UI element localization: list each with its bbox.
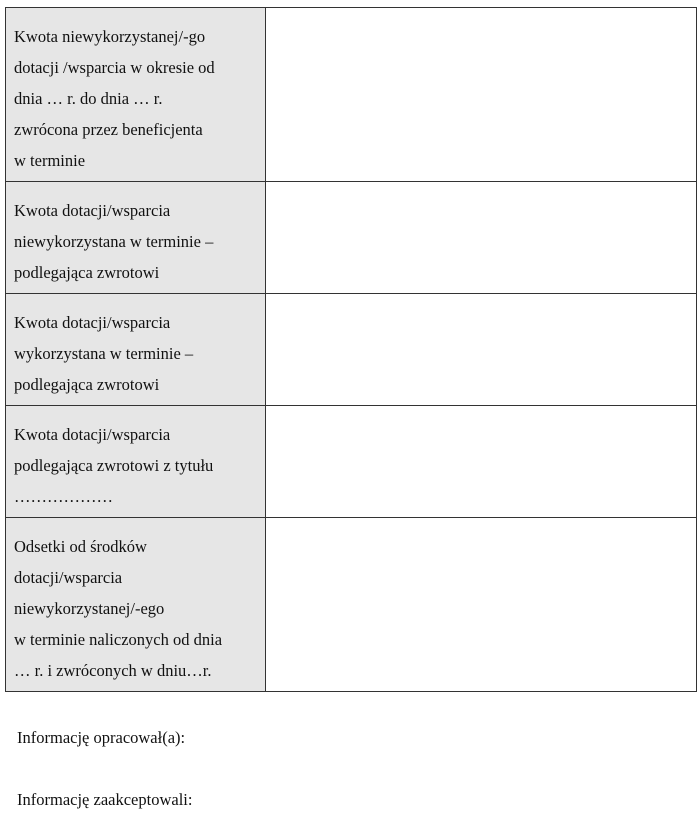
label-line: Kwota dotacji/wsparcia	[14, 425, 171, 444]
row-label	[6, 406, 266, 518]
label-line: dnia … r. do dnia … r.	[14, 89, 163, 108]
table-row	[6, 182, 697, 294]
label-line: podlegająca zwrotowi z tytułu	[14, 456, 214, 475]
label-line: w terminie naliczonych od dnia	[14, 630, 223, 649]
label-line: zwrócona przez beneficjenta	[14, 120, 203, 139]
table-row	[6, 8, 697, 182]
label-line: wykorzystana w terminie –	[14, 344, 194, 363]
label-line: dotacji /wsparcia w okresie od	[14, 58, 215, 77]
label-line: … r. i zwróconych w dniu…r.	[14, 661, 212, 680]
label-line: ………………	[14, 487, 113, 506]
label-line: niewykorzystanej/-ego	[14, 599, 165, 618]
value-cell[interactable]	[266, 406, 697, 518]
value-cell[interactable]	[266, 518, 697, 692]
row-label	[6, 294, 266, 406]
value-cell[interactable]	[266, 294, 697, 406]
value-cell[interactable]	[266, 182, 697, 294]
prepared-by-label: Informację opracował(a):	[17, 728, 186, 747]
label-line: Kwota dotacji/wsparcia	[14, 313, 171, 332]
refund-form-table	[5, 7, 697, 692]
row-label	[6, 8, 266, 182]
label-line: podlegająca zwrotowi	[14, 263, 160, 282]
value-cell[interactable]	[266, 8, 697, 182]
row-label	[6, 518, 266, 692]
label-line: dotacji/wsparcia	[14, 568, 123, 587]
table-row	[6, 406, 697, 518]
label-line: niewykorzystana w terminie –	[14, 232, 214, 251]
table-row	[6, 518, 697, 692]
table-row	[6, 294, 697, 406]
label-line: Kwota dotacji/wsparcia	[14, 201, 171, 220]
label-line: Odsetki od środków	[14, 537, 147, 556]
label-line: w terminie	[14, 151, 86, 170]
label-line: podlegająca zwrotowi	[14, 375, 160, 394]
row-label	[6, 182, 266, 294]
label-line: Kwota niewykorzystanej/-go	[14, 27, 206, 46]
accepted-by-label: Informację zaakceptowali:	[17, 790, 193, 809]
